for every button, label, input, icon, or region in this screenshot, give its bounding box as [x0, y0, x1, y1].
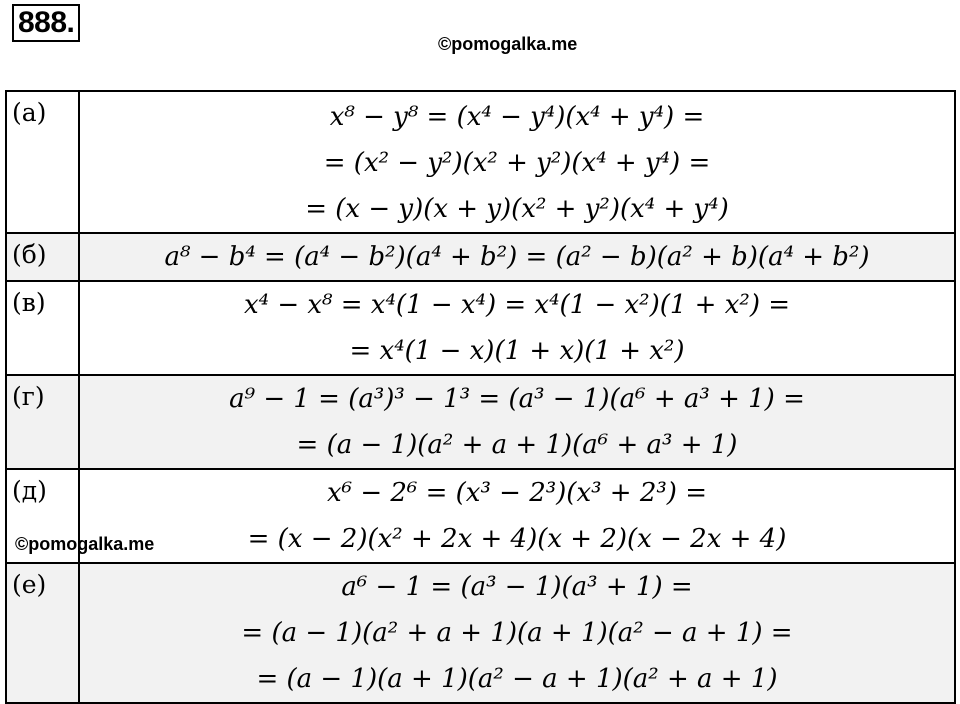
math-line: = (a − 1)(a² + a + 1)(a⁶ + a³ + 1): [296, 430, 738, 460]
row-label: (а): [6, 91, 79, 233]
row-math: [79, 563, 955, 703]
table-row-v: [6, 281, 955, 375]
math-line: x⁸ − y⁸ = (x⁴ − y⁴)(x⁴ + y⁴) =: [329, 102, 705, 132]
row-label: (д): [6, 469, 79, 563]
math-line: = x⁴(1 − x)(1 + x)(1 + x²): [349, 336, 685, 366]
watermark-top: ©pomogalka.me: [438, 34, 578, 54]
math-line: = (a − 1)(a + 1)(a² − a + 1)(a² + a + 1): [256, 664, 778, 694]
math-line: = (a − 1)(a² + a + 1)(a + 1)(a² − a + 1) =: [241, 618, 793, 648]
math-line: a⁸ − b⁴ = (a⁴ − b²)(a⁴ + b²) = (a² − b)(a² + b)(a⁴ + b²): [164, 242, 870, 272]
math-line: = (x − y)(x + y)(x² + y²)(x⁴ + y⁴): [305, 194, 729, 224]
row-label: (б): [6, 233, 79, 281]
math-line: = (x² − y²)(x² + y²)(x⁴ + y⁴) =: [323, 148, 711, 178]
row-math: [79, 233, 955, 281]
math-line: a⁹ − 1 = (a³)³ − 1³ = (a³ − 1)(a⁶ + a³ + 1) =: [229, 384, 805, 414]
watermark-side: ©pomogalka.me: [15, 534, 155, 554]
row-math: [79, 375, 955, 469]
exercise-number: 888.: [12, 4, 80, 42]
table-row-b: [6, 233, 955, 281]
row-math: [79, 281, 955, 375]
math-line: x⁴ − x⁸ = x⁴(1 − x⁴) = x⁴(1 − x²)(1 + x²) =: [243, 290, 791, 320]
math-line: a⁶ − 1 = (a³ − 1)(a³ + 1) =: [341, 572, 693, 602]
row-label: (г): [6, 375, 79, 469]
row-label: (е): [6, 563, 79, 703]
table-row-g: [6, 375, 955, 469]
row-label: (в): [6, 281, 79, 375]
table-row-e: [6, 563, 955, 703]
math-line: x⁶ − 2⁶ = (x³ − 2³)(x³ + 2³) =: [326, 478, 708, 508]
solution-table: [5, 90, 956, 704]
row-math: [79, 469, 955, 563]
math-line: = (x − 2)(x² + 2x + 4)(x + 2)(x − 2x + 4): [247, 524, 787, 554]
row-math: [79, 91, 955, 233]
table-row-a: [6, 91, 955, 233]
